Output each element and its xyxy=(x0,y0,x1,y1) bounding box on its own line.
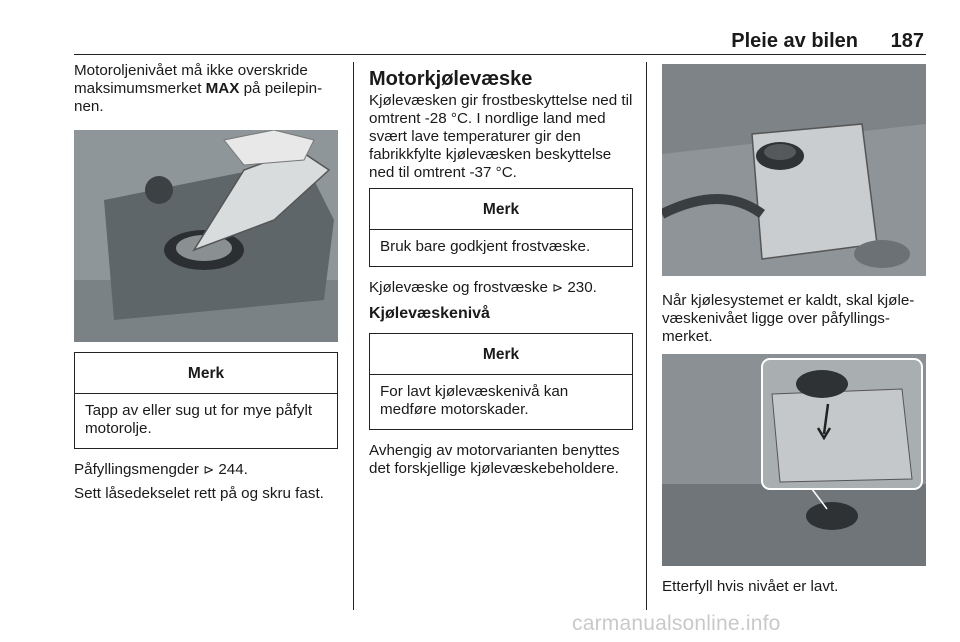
note-title: Merk xyxy=(370,334,632,375)
column-divider-2 xyxy=(646,62,647,610)
note-title: Merk xyxy=(75,353,337,394)
page-title: Pleie av bilen xyxy=(731,30,858,52)
oil-filling-illustration xyxy=(74,130,338,342)
left-column xyxy=(74,62,340,122)
page-header xyxy=(74,26,926,50)
cap-instruction: Sett låsedekselet rett på og skru fast. xyxy=(74,485,324,502)
oil-level-paragraph: Motoroljenivået må ikke overskride maksimumsmerket MAX på peilepin-nen. xyxy=(74,62,323,115)
left-column-lower xyxy=(74,352,338,509)
right-caption-2 xyxy=(662,578,928,602)
fill-amounts-ref: Påfyllingsmengder ⊳ 244. xyxy=(74,461,248,478)
coolant-intro: Kjølevæsken gir frostbeskyttelse ned til omtrent -28 °C. I nordlige land med svært lave temperaturer gir den fabrikkfylte kjølevæsken beskyttelse ned til omtrent -37 °C. xyxy=(369,92,633,181)
header-divider xyxy=(74,54,926,55)
coolant-level-heading: Kjølevæskenivå xyxy=(369,305,490,322)
note-text: Bruk bare godkjent frostvæske. xyxy=(380,238,591,255)
column-divider-1 xyxy=(353,62,354,610)
oil-note-box xyxy=(74,352,338,449)
middle-column xyxy=(369,66,633,484)
watermark: carmanualsonline.info xyxy=(572,612,781,635)
coolant-note-box xyxy=(369,188,633,267)
note-text: Tapp av eller sug ut for mye påfylt motorolje. xyxy=(85,402,313,437)
coolant-heading: Motorkjølevæske xyxy=(369,68,533,90)
page-ref-arrow-icon: ⊳ xyxy=(552,280,564,295)
right-caption-1 xyxy=(662,292,928,352)
coolant-level-note-box xyxy=(369,333,633,430)
low-level-caption: Etterfyll hvis nivået er lavt. xyxy=(662,578,839,595)
variant-paragraph: Avhengig av motorvarianten benyttes det forskjellige kjølevæskebeholdere. xyxy=(369,442,620,477)
coolant-reservoir-illustration xyxy=(662,64,926,276)
note-text: For lavt kjølevæskenivå kan medføre motorskader. xyxy=(380,383,569,418)
cold-system-caption: Når kjølesystemet er kaldt, skal kjøle-væskenivået ligge over påfyllings-merket. xyxy=(662,292,915,345)
max-mark: MAX xyxy=(205,80,240,97)
page-number: 187 xyxy=(890,30,924,52)
coolant-ref: Kjølevæske og frostvæske ⊳ 230. xyxy=(369,279,597,296)
page-ref-arrow-icon: ⊳ xyxy=(203,462,215,477)
coolant-level-illustration xyxy=(662,354,926,566)
note-title: Merk xyxy=(370,189,632,230)
